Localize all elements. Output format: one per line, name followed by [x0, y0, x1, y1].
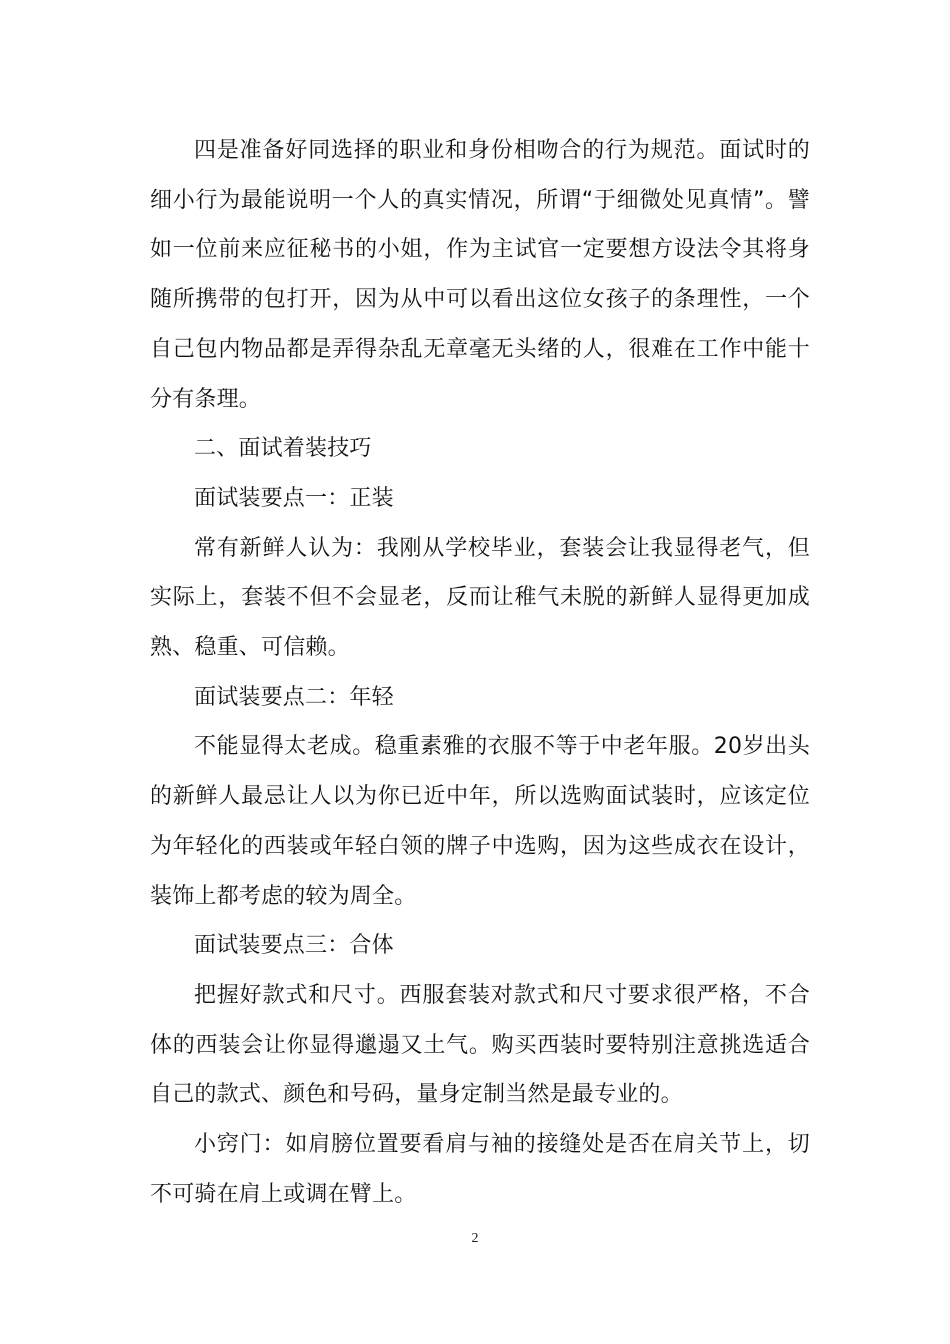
- document-body: [150, 126, 810, 1219]
- page-number: 2: [471, 1231, 479, 1246]
- section-heading-interview-attire: 二、面试着装技巧: [194, 436, 372, 462]
- subheading-point-three-fit: 面试装要点三：合体: [194, 933, 394, 959]
- paragraph-fit-size: 把握好款式和尺寸。西服套装对款式和尺寸要求很严格，不合体的西装会让你显得邋遢又土气。购买西装时要特别注意挑选适合自己的款式、颜色和号码，量身定制当然是最专业的。: [150, 982, 810, 1108]
- paragraph-young-style: 不能显得太老成。稳重素雅的衣服不等于中老年服。20岁出头的新鲜人最忌让人以为你已近中年，所以选购面试装时，应该定位为年轻化的西装或年轻白领的牌子中选购，因为这些成衣在设计，装饰上都考虑的较为周全。: [150, 734, 810, 909]
- paragraph-behavior-norms: 四是准备好同选择的职业和身份相吻合的行为规范。面试时的细小行为最能说明一个人的真实情况，所谓“于细微处见真情”。譬如一位前来应征秘书的小姐，作为主试官一定要想方设法令其将身随所携带的包打开，因为从中可以看出这位女孩子的条理性，一个自己包内物品都是弄得杂乱无章毫无头绪的人，很难在工作中能十分有条理。: [150, 138, 810, 412]
- paragraph-formal-suit: 常有新鲜人认为：我刚从学校毕业，套装会让我显得老气，但实际上，套装不但不会显老，反而让稚气未脱的新鲜人显得更加成熟、稳重、可信赖。: [150, 535, 810, 661]
- subheading-point-two-young: 面试装要点二：年轻: [194, 684, 394, 710]
- subheading-point-one-formal: 面试装要点一：正装: [194, 485, 394, 511]
- paragraph-tip-shoulder: 小窍门：如肩膀位置要看肩与袖的接缝处是否在肩关节上，切不可骑在肩上或调在臂上。: [150, 1132, 810, 1207]
